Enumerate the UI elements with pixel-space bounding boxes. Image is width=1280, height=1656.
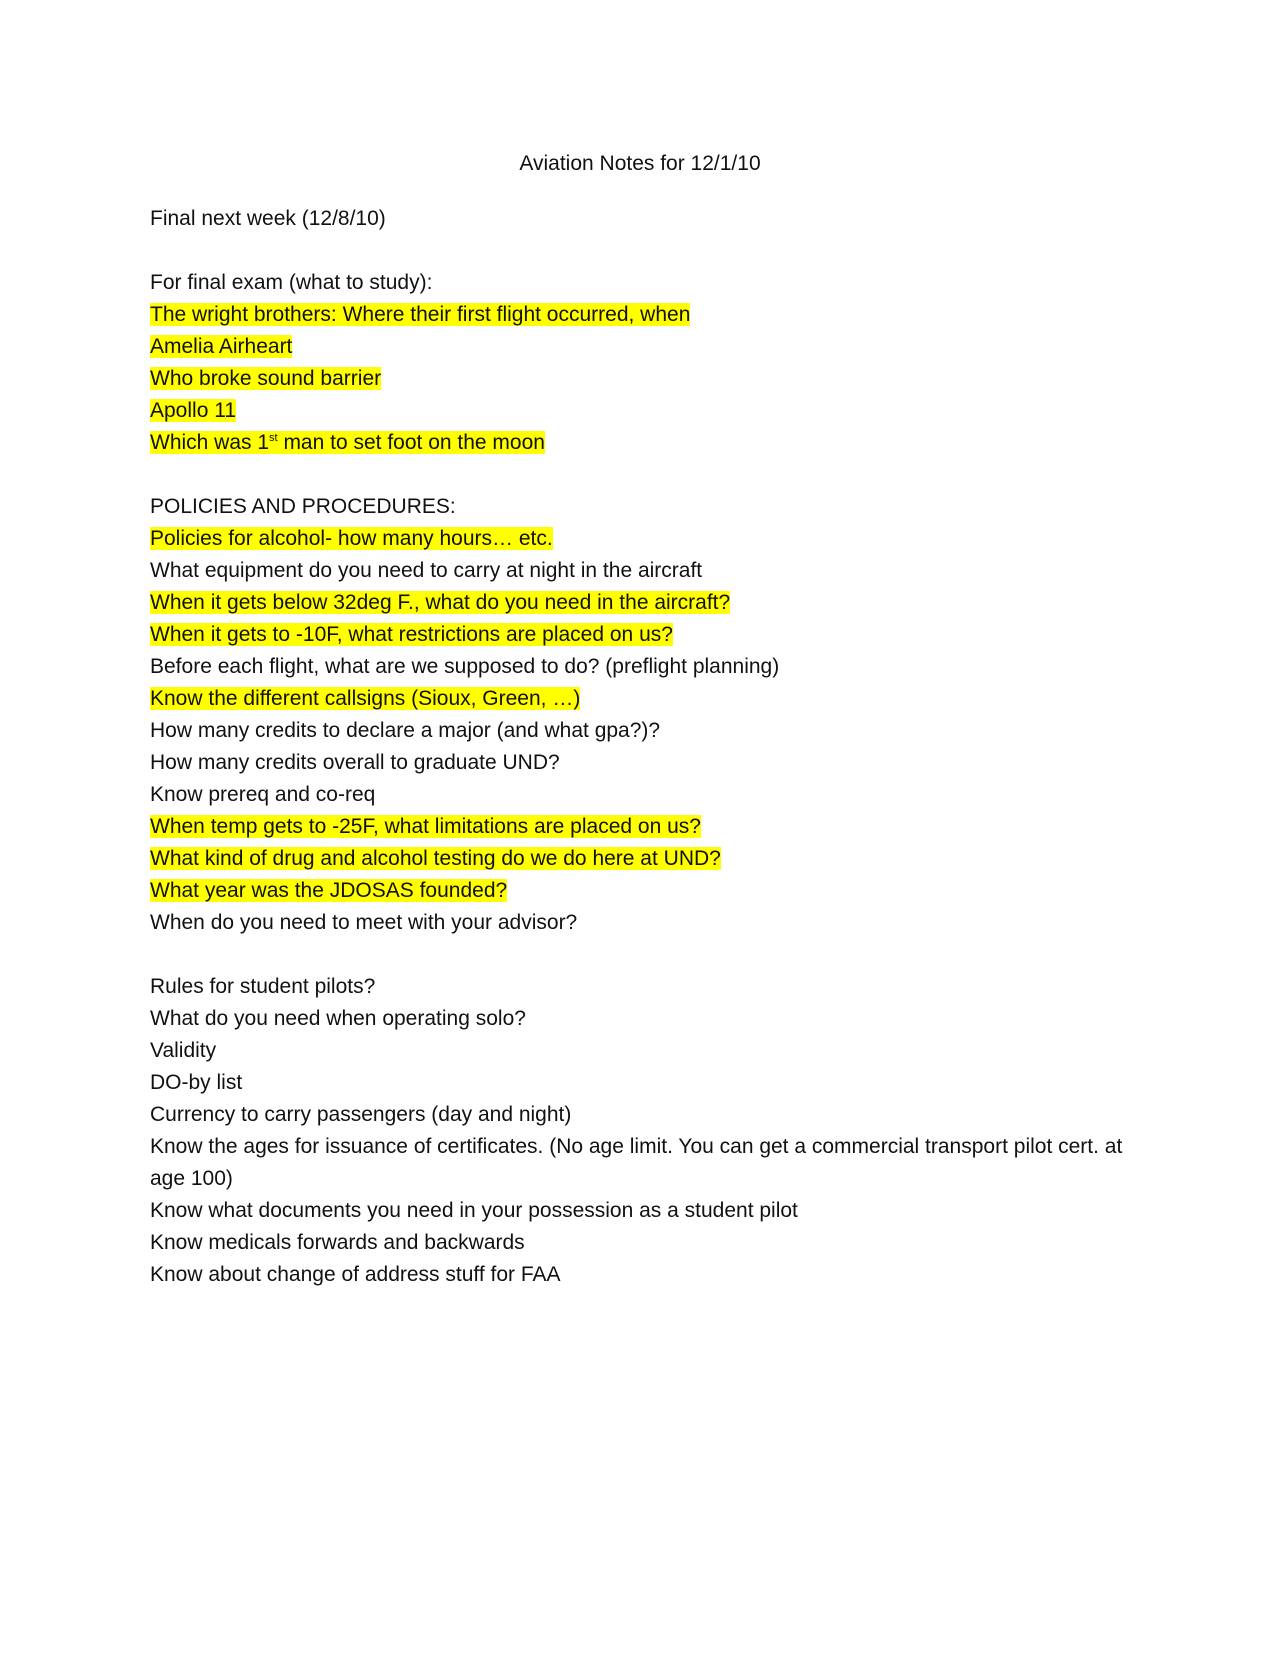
policy-item bbox=[150, 555, 1130, 587]
policy-item bbox=[150, 747, 1130, 779]
study-item-text: The wright brothers: Where their first flight occurred, when bbox=[150, 303, 691, 326]
policy-item-text: How many credits to declare a major (and what gpa?)? bbox=[150, 719, 661, 742]
policy-item bbox=[150, 651, 1130, 683]
policy-item-text: Know the different callsigns (Sioux, Green, …) bbox=[150, 687, 581, 710]
study-item-text: Amelia Airheart bbox=[150, 335, 293, 358]
policy-item bbox=[150, 619, 1130, 651]
moon-item-highlight bbox=[150, 431, 545, 454]
policy-item-text: What kind of drug and alcohol testing do we do here at UND? bbox=[150, 847, 721, 870]
student-pilot-item: DO-by list bbox=[150, 1071, 243, 1094]
study-heading: For final exam (what to study): bbox=[150, 271, 433, 294]
moon-item-prefix: Which was 1 bbox=[150, 431, 270, 454]
blank-line bbox=[150, 939, 1130, 971]
student-pilot-item: Know what documents you need in your possession as a student pilot bbox=[150, 1199, 798, 1222]
study-item-text: Who broke sound barrier bbox=[150, 367, 382, 390]
student-pilot-item: Know the ages for issuance of certificates. (No age limit. You can get a commercial transport pilot cert. at age 100) bbox=[150, 1135, 1129, 1190]
document-body bbox=[150, 203, 1130, 1291]
student-pilot-item: Validity bbox=[150, 1039, 217, 1062]
policy-item-text: When it gets to -10F, what restrictions are placed on us? bbox=[150, 623, 673, 646]
blank-line bbox=[150, 459, 1130, 491]
policy-item-text: When temp gets to -25F, what limitations are placed on us? bbox=[150, 815, 701, 838]
policy-item bbox=[150, 683, 1130, 715]
document-title: Aviation Notes for 12/1/10 bbox=[519, 152, 761, 175]
study-item-moon bbox=[150, 427, 1130, 459]
student-pilot-item: Know about change of address stuff for FAA bbox=[150, 1263, 561, 1286]
study-item-sound-barrier bbox=[150, 363, 1130, 395]
policy-item bbox=[150, 779, 1130, 811]
policy-item-text: How many credits overall to graduate UND? bbox=[150, 751, 560, 774]
student-pilot-item: Rules for student pilots? bbox=[150, 975, 376, 998]
final-date-line: Final next week (12/8/10) bbox=[150, 207, 386, 230]
policy-item-text: When it gets below 32deg F., what do you need in the aircraft? bbox=[150, 591, 731, 614]
policy-item-text: When do you need to meet with your advisor? bbox=[150, 911, 578, 934]
study-item-apollo bbox=[150, 395, 1130, 427]
policy-item-text: What equipment do you need to carry at night in the aircraft bbox=[150, 559, 703, 582]
policies-heading: POLICIES AND PROCEDURES: bbox=[150, 495, 456, 518]
study-item-text: Apollo 11 bbox=[150, 399, 237, 422]
policy-item-text: Policies for alcohol- how many hours… etc. bbox=[150, 527, 553, 550]
policy-item bbox=[150, 843, 1130, 875]
study-item-wright-brothers bbox=[150, 299, 1130, 331]
policy-item bbox=[150, 875, 1130, 907]
moon-item-suffix: man to set foot on the moon bbox=[277, 431, 545, 454]
policy-item-text: Know prereq and co-req bbox=[150, 783, 376, 806]
student-pilot-item: What do you need when operating solo? bbox=[150, 1007, 526, 1030]
moon-item-superscript: st bbox=[269, 432, 278, 444]
policy-item bbox=[150, 811, 1130, 843]
student-pilot-list bbox=[150, 971, 1130, 1291]
policy-item-text: What year was the JDOSAS founded? bbox=[150, 879, 508, 902]
student-pilot-item: Currency to carry passengers (day and night) bbox=[150, 1103, 572, 1126]
blank-line bbox=[150, 235, 1130, 267]
policies-list bbox=[150, 523, 1130, 939]
policy-item bbox=[150, 587, 1130, 619]
policy-item bbox=[150, 907, 1130, 939]
policy-item-text: Before each flight, what are we supposed to do? (preflight planning) bbox=[150, 655, 780, 678]
policy-item bbox=[150, 523, 1130, 555]
policy-item bbox=[150, 715, 1130, 747]
study-item-amelia bbox=[150, 331, 1130, 363]
student-pilot-item: Know medicals forwards and backwards bbox=[150, 1231, 525, 1254]
